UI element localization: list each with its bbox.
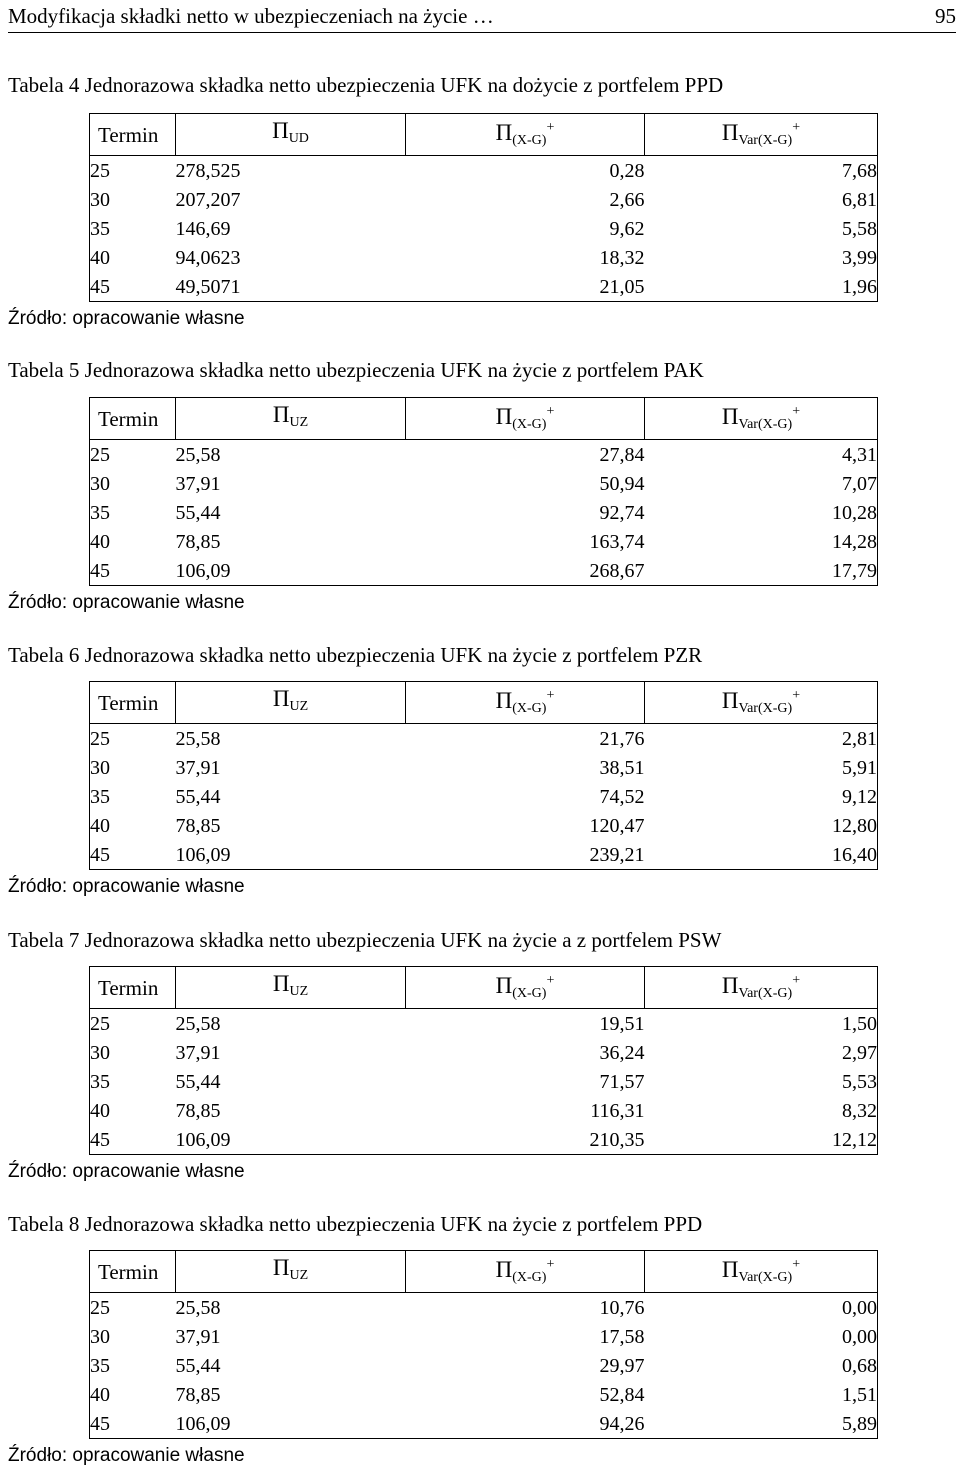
pi-symbol: Π [721, 120, 739, 145]
cell-xg: 120,47 [589, 814, 645, 837]
cell-termin: 30 [90, 185, 176, 214]
cell-xg: 210,35 [406, 1125, 645, 1155]
pi-symbol: Π [495, 1257, 513, 1282]
header-subscript: (X-G) [512, 1270, 547, 1285]
cell-var: 1,51 [645, 1380, 878, 1409]
header-premium-ud [176, 967, 406, 1009]
cell-premium: 25,58 [175, 1012, 221, 1035]
cell-termin: 40 [90, 1096, 176, 1125]
premium-table [89, 397, 878, 586]
table-row [90, 556, 878, 586]
premium-table [89, 113, 878, 302]
table-row [90, 527, 878, 556]
cell-xg: 94,26 [406, 1409, 645, 1439]
pi-symbol: Π [272, 685, 290, 711]
pi-symbol: Π [721, 688, 739, 713]
cell-xg: 19,51 [599, 1012, 645, 1035]
table-caption: Tabela 5 Jednorazowa składka netto ubezpieczenia UFK na życie z portfelem PAK [8, 358, 704, 382]
header-premium-ud [176, 682, 406, 724]
cell-termin: 25 [90, 440, 176, 470]
cell-termin: 45 [90, 1409, 176, 1439]
cell-xg: 52,84 [599, 1383, 645, 1406]
cell-termin: 40 [90, 243, 176, 272]
cell-premium: 55,44 [175, 1070, 221, 1093]
header-subscript: (X-G) [512, 986, 547, 1001]
cell-var: 9,12 [645, 782, 878, 811]
header-row [90, 967, 878, 1009]
cell-var: 12,12 [645, 1125, 878, 1155]
table-caption: Tabela 7 Jednorazowa składka netto ubezpieczenia UFK na życie a z portfelem PSW [8, 928, 722, 952]
cell-premium: 106,09 [176, 1409, 406, 1439]
pi-symbol: Π [721, 404, 739, 429]
table-row [90, 498, 878, 527]
header-superscript: + [546, 120, 555, 135]
header-row [90, 398, 878, 440]
cell-termin: 35 [90, 1351, 176, 1380]
header-termin: Termin [90, 967, 176, 1009]
cell-premium: 55,44 [175, 501, 221, 524]
table-row [90, 1409, 878, 1439]
cell-xg: 92,74 [599, 501, 645, 524]
cell-termin: 35 [90, 1067, 176, 1096]
cell-premium: 37,91 [175, 756, 221, 779]
cell-termin: 45 [90, 272, 176, 302]
cell-termin: 25 [90, 1293, 176, 1323]
pi-symbol: Π [721, 1257, 739, 1282]
cell-var: 8,32 [645, 1096, 878, 1125]
table-row [90, 1038, 878, 1067]
cell-xg: 29,97 [599, 1354, 645, 1377]
header-row [90, 114, 878, 156]
table-row [90, 753, 878, 782]
header-subscript: (X-G) [512, 133, 547, 148]
cell-termin: 35 [90, 498, 176, 527]
cell-var: 12,80 [645, 811, 878, 840]
table-row [90, 469, 878, 498]
header-subscript: (X-G) [512, 701, 547, 716]
table-row [90, 782, 878, 811]
source-note: Źródło: opracowanie własne [8, 1445, 245, 1466]
header-premium-var [645, 114, 878, 156]
cell-premium: 55,44 [175, 785, 221, 808]
cell-premium: 49,5071 [176, 272, 406, 302]
pi-symbol: Π [495, 120, 513, 145]
cell-termin: 35 [90, 214, 176, 243]
cell-termin: 35 [90, 782, 176, 811]
header-superscript: + [546, 1257, 555, 1272]
table-row [90, 156, 878, 186]
table-row [90, 724, 878, 754]
table-caption: Tabela 6 Jednorazowa składka netto ubezpieczenia UFK na życie z portfelem PZR [8, 643, 703, 667]
cell-premium: 106,09 [176, 840, 406, 870]
header-superscript: + [792, 688, 801, 703]
header-subscript: Var(X-G) [738, 417, 793, 432]
table-row [90, 1096, 878, 1125]
cell-xg: 10,76 [599, 1296, 645, 1319]
cell-var: 3,99 [645, 243, 878, 272]
table-row [90, 1009, 878, 1039]
pi-symbol: Π [495, 688, 513, 713]
header-premium-xg [406, 114, 645, 156]
cell-var: 5,91 [645, 753, 878, 782]
source-note: Źródło: opracowanie własne [8, 592, 245, 613]
table-row [90, 1322, 878, 1351]
header-row [90, 682, 878, 724]
cell-premium: 106,09 [176, 1125, 406, 1155]
cell-premium: 146,69 [175, 217, 231, 240]
table-row [90, 840, 878, 870]
cell-xg: 27,84 [599, 443, 645, 466]
cell-var: 10,28 [645, 498, 878, 527]
cell-var: 17,79 [645, 556, 878, 586]
cell-var: 0,00 [645, 1293, 878, 1323]
cell-termin: 45 [90, 556, 176, 586]
pi-symbol: Π [272, 1254, 290, 1280]
header-termin: Termin [90, 114, 176, 156]
cell-xg: 21,76 [599, 727, 645, 750]
table-caption: Tabela 4 Jednorazowa składka netto ubezpieczenia UFK na dożycie z portfelem PPD [8, 73, 724, 97]
cell-premium: 37,91 [175, 1041, 221, 1064]
header-premium-ud [176, 398, 406, 440]
cell-xg: 163,74 [589, 530, 645, 553]
cell-var: 1,96 [645, 272, 878, 302]
cell-xg: 9,62 [609, 217, 645, 240]
pi-symbol: Π [272, 970, 290, 996]
table-row [90, 1125, 878, 1155]
cell-var: 14,28 [645, 527, 878, 556]
cell-termin: 30 [90, 753, 176, 782]
header-subscript: Var(X-G) [738, 986, 793, 1001]
table-row [90, 1380, 878, 1409]
header-superscript: + [546, 973, 555, 988]
table-caption: Tabela 8 Jednorazowa składka netto ubezpieczenia UFK na życie z portfelem PPD [8, 1212, 703, 1236]
source-note: Źródło: opracowanie własne [8, 876, 245, 897]
cell-var: 2,97 [645, 1038, 878, 1067]
cell-termin: 40 [90, 527, 176, 556]
header-superscript: + [792, 404, 801, 419]
cell-termin: 30 [90, 469, 176, 498]
header-premium-var [645, 682, 878, 724]
cell-premium: 78,85 [175, 814, 221, 837]
premium-table [89, 681, 878, 870]
cell-xg: 239,21 [406, 840, 645, 870]
header-premium-ud [176, 1251, 406, 1293]
header-premium-ud [176, 114, 406, 156]
table-row [90, 185, 878, 214]
header-termin: Termin [90, 1251, 176, 1293]
premium-table [89, 966, 878, 1155]
header-superscript: + [792, 120, 801, 135]
cell-var: 0,00 [645, 1322, 878, 1351]
header-subscript: UZ [289, 414, 309, 430]
header-premium-xg [406, 398, 645, 440]
cell-termin: 25 [90, 156, 176, 186]
cell-var: 1,50 [645, 1009, 878, 1039]
cell-xg: 18,32 [599, 246, 645, 269]
header-superscript: + [792, 1257, 801, 1272]
cell-premium: 78,85 [175, 1099, 221, 1122]
cell-xg: 21,05 [406, 272, 645, 302]
cell-premium: 94,0623 [175, 246, 241, 269]
header-termin: Termin [90, 398, 176, 440]
cell-var: 4,31 [645, 440, 878, 470]
table-row [90, 214, 878, 243]
cell-var: 2,81 [645, 724, 878, 754]
cell-var: 5,58 [645, 214, 878, 243]
cell-xg: 116,31 [590, 1099, 645, 1122]
pi-symbol: Π [272, 117, 289, 143]
running-head [8, 2, 956, 33]
cell-premium: 37,91 [175, 472, 221, 495]
cell-premium: 25,58 [175, 1296, 221, 1319]
cell-premium: 278,525 [175, 159, 241, 182]
cell-var: 7,68 [645, 156, 878, 186]
cell-xg: 0,28 [609, 159, 645, 182]
header-subscript: Var(X-G) [738, 133, 793, 148]
cell-var: 6,81 [645, 185, 878, 214]
header-premium-xg [406, 682, 645, 724]
cell-premium: 207,207 [175, 188, 241, 211]
cell-premium: 25,58 [175, 727, 221, 750]
cell-termin: 25 [90, 1009, 176, 1039]
running-head-title: Modyfikacja składki netto w ubezpieczeniach na życie … [8, 4, 494, 28]
header-premium-xg [406, 967, 645, 1009]
header-termin: Termin [90, 682, 176, 724]
cell-var: 16,40 [645, 840, 878, 870]
header-superscript: + [546, 404, 555, 419]
cell-termin: 40 [90, 811, 176, 840]
cell-termin: 30 [90, 1322, 176, 1351]
page-number: 95 [935, 4, 956, 28]
pi-symbol: Π [495, 973, 513, 998]
cell-xg: 268,67 [406, 556, 645, 586]
pi-symbol: Π [272, 401, 290, 427]
header-subscript: Var(X-G) [738, 1270, 793, 1285]
cell-termin: 30 [90, 1038, 176, 1067]
header-subscript: UZ [289, 1267, 309, 1283]
table-row [90, 243, 878, 272]
cell-premium: 78,85 [175, 1383, 221, 1406]
cell-termin: 40 [90, 1380, 176, 1409]
header-subscript: UD [288, 130, 309, 146]
cell-var: 7,07 [645, 469, 878, 498]
cell-termin: 45 [90, 840, 176, 870]
table-row [90, 1293, 878, 1323]
table-row [90, 1351, 878, 1380]
header-premium-var [645, 398, 878, 440]
table-row [90, 272, 878, 302]
header-premium-xg [406, 1251, 645, 1293]
source-note: Źródło: opracowanie własne [8, 308, 245, 329]
header-premium-var [645, 1251, 878, 1293]
cell-premium: 55,44 [175, 1354, 221, 1377]
cell-var: 5,89 [645, 1409, 878, 1439]
header-subscript: (X-G) [512, 417, 547, 432]
header-subscript: UZ [289, 698, 309, 714]
premium-table [89, 1250, 878, 1439]
table-row [90, 1067, 878, 1096]
cell-xg: 38,51 [599, 756, 645, 779]
pi-symbol: Π [495, 404, 513, 429]
cell-premium: 78,85 [175, 530, 221, 553]
header-subscript: Var(X-G) [738, 701, 793, 716]
cell-xg: 74,52 [599, 785, 645, 808]
table-row [90, 811, 878, 840]
cell-premium: 37,91 [175, 1325, 221, 1348]
pi-symbol: Π [721, 973, 739, 998]
header-superscript: + [792, 973, 801, 988]
header-row [90, 1251, 878, 1293]
cell-var: 0,68 [645, 1351, 878, 1380]
cell-premium: 25,58 [175, 443, 221, 466]
header-premium-var [645, 967, 878, 1009]
cell-xg: 71,57 [599, 1070, 645, 1093]
cell-xg: 50,94 [599, 472, 645, 495]
cell-xg: 36,24 [599, 1041, 645, 1064]
cell-var: 5,53 [645, 1067, 878, 1096]
cell-xg: 2,66 [609, 188, 645, 211]
cell-premium: 106,09 [176, 556, 406, 586]
cell-xg: 17,58 [599, 1325, 645, 1348]
cell-termin: 45 [90, 1125, 176, 1155]
source-note: Źródło: opracowanie własne [8, 1161, 245, 1182]
table-row [90, 440, 878, 470]
header-superscript: + [546, 688, 555, 703]
header-subscript: UZ [289, 983, 309, 999]
cell-termin: 25 [90, 724, 176, 754]
